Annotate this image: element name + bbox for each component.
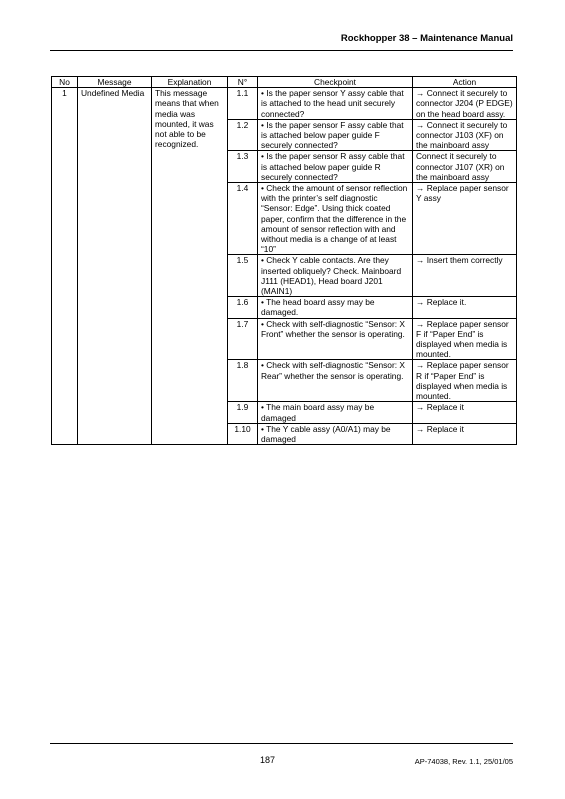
row-checkpoint: • The head board assy may be damaged. xyxy=(258,297,413,318)
col-header-checkpoint: Checkpoint xyxy=(258,77,413,88)
row-number: 1.9 xyxy=(228,402,258,423)
col-header-message: Message xyxy=(78,77,152,88)
row-action: → Replace paper sensor Y assy xyxy=(413,183,517,255)
maintenance-table xyxy=(51,76,517,445)
row-number: 1.1 xyxy=(228,88,258,120)
row-number: 1.5 xyxy=(228,255,258,297)
row-checkpoint: • Check the amount of sensor reflection with the printer’s self diagnostic “Sensor: Edge”. Using thick coated paper, confirm that the difference in the amount of sensor reflection with and without media is a change of at least “10” xyxy=(258,183,413,255)
col-header-explanation: Explanation xyxy=(152,77,228,88)
row-number: 1.8 xyxy=(228,360,258,402)
error-message: Undefined Media xyxy=(78,88,152,445)
row-number: 1.3 xyxy=(228,151,258,183)
row-action: → Replace it xyxy=(413,402,517,423)
error-explanation: This message means that when media was mounted, it was not able to be recognized. xyxy=(152,88,228,445)
row-action: → Replace paper sensor F if “Paper End” is displayed when media is mounted. xyxy=(413,318,517,360)
page-header-title: Rockhopper 38 – Maintenance Manual xyxy=(340,33,513,44)
row-number: 1.4 xyxy=(228,183,258,255)
row-action: → Connect it securely to connector J103 (XF) on the mainboard assy xyxy=(413,119,517,151)
row-number: 1.7 xyxy=(228,318,258,360)
row-checkpoint: • Is the paper sensor R assy cable that is attached below paper guide R securely connected? xyxy=(258,151,413,183)
row-action: Connect it securely to connector J107 (XR) on the mainboard assy xyxy=(413,151,517,183)
row-checkpoint: • Check with self-diagnostic “Sensor: X Front” whether the sensor is operating. xyxy=(258,318,413,360)
row-checkpoint: • The main board assy may be damaged xyxy=(258,402,413,423)
table-header-row xyxy=(52,77,517,88)
page-number: 187 xyxy=(260,755,276,765)
row-checkpoint: • Check Y cable contacts. Are they inserted obliquely? Check. Mainboard J111 (HEAD1), Head board J201 (MAIN1) xyxy=(258,255,413,297)
row-checkpoint: • Is the paper sensor Y assy cable that is attached to the head unit securely connected? xyxy=(258,88,413,120)
row-checkpoint: • Is the paper sensor F assy cable that is attached below paper guide F securely connected? xyxy=(258,119,413,151)
row-number: 1.6 xyxy=(228,297,258,318)
row-number: 1.2 xyxy=(228,119,258,151)
row-checkpoint: • The Y cable assy (A0/A1) may be damaged xyxy=(258,423,413,444)
col-header-no: No xyxy=(52,77,78,88)
footer-divider xyxy=(50,743,513,744)
col-header-action: Action xyxy=(413,77,517,88)
header-divider xyxy=(50,50,513,51)
row-action: → Replace it xyxy=(413,423,517,444)
row-action: → Replace paper sensor R if “Paper End” is displayed when media is mounted. xyxy=(413,360,517,402)
document-reference: AP-74038, Rev. 1.1, 25/01/05 xyxy=(414,757,513,766)
row-checkpoint: • Check with self-diagnostic “Sensor: X Rear” whether the sensor is operating. xyxy=(258,360,413,402)
col-header-num: N° xyxy=(228,77,258,88)
error-no: 1 xyxy=(52,88,78,445)
row-action: → Insert them correctly xyxy=(413,255,517,297)
row-action: → Connect it securely to connector J204 (P EDGE) on the head board assy. xyxy=(413,88,517,120)
table-row xyxy=(52,88,517,120)
row-number: 1.10 xyxy=(228,423,258,444)
row-action: → Replace it. xyxy=(413,297,517,318)
